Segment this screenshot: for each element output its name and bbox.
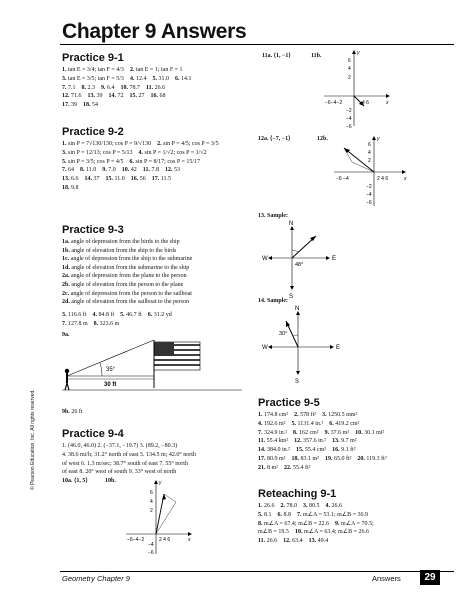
answer-item: 2. sin P = 4/5; cos P = 3/5 (157, 141, 219, 147)
answer-row (62, 184, 225, 193)
answer-line: 1d. angle of elevation from the submarine to the ship (62, 264, 190, 271)
svg-text:2 4 6: 2 4 6 (377, 176, 389, 182)
answer-item: 4. 192.6 m² (258, 420, 286, 427)
answer-row (62, 158, 225, 167)
practice-9-5-heading: Practice 9-5 (258, 397, 320, 409)
answer-item: 18. 9.8 (62, 184, 79, 191)
answer-item: 21. 8 m² (258, 464, 278, 471)
answer-line: 1b. angle of elevation from the ship to the birds (62, 247, 177, 254)
svg-text:S: S (289, 294, 294, 298)
answer-item: 9. m∠A = 70.5; (335, 520, 374, 527)
svg-text:N: N (295, 306, 300, 312)
practice-9-2-heading: Practice 9-2 (62, 126, 124, 138)
answer-13-label: 13. Sample: (258, 213, 288, 219)
distance-label: 30 ft (104, 382, 117, 388)
answer-row (62, 166, 225, 175)
answer-item: 6. sin P = 8/17; cos P = 15/17 (129, 158, 200, 165)
answer-row (62, 92, 197, 101)
answer-row (258, 511, 380, 520)
answer-item: 4. 26.6 (325, 503, 342, 509)
practice-9-5-answers (258, 411, 393, 473)
svg-text:2: 2 (150, 508, 153, 514)
answer-item: 17. 11.5 (151, 176, 172, 183)
answer-item: 7. 7.1 (62, 84, 76, 91)
answer-item: 1. 26.6 (258, 503, 275, 509)
graph-11b (320, 48, 392, 128)
practice-9-2-answers (62, 140, 225, 193)
answer-item: 13. 6.6 (62, 176, 79, 183)
svg-text:y: y (159, 480, 162, 486)
answer-row (258, 429, 393, 438)
svg-text:4: 4 (348, 66, 351, 72)
angle-label: 35° (106, 367, 116, 373)
svg-text:x: x (188, 537, 191, 543)
answer-item: 14. 37 (84, 176, 100, 183)
answer-item: 6. 31.2 yd (147, 312, 172, 318)
copyright-notice: © Pearson Education, Inc. All rights reserved. (30, 389, 36, 490)
answer-line: 2a. angle of depression from the plane to the person (62, 273, 187, 280)
answer-item: 13. 9.7 m² (332, 438, 357, 445)
answer-item: 5. 1131.4 in.² (291, 420, 324, 427)
answer-item: 5. sin P = 3/5; cos P = 4/5 (62, 158, 124, 165)
answer-item: 8. m∠A = 67.4; m∠B = 22.6 (258, 520, 330, 527)
answer-item: 10. 78.7 (120, 84, 140, 91)
answer-item: 11. 26.6 (146, 84, 166, 91)
svg-text:E: E (332, 256, 337, 262)
answer-item: 6. 14.1 (174, 75, 192, 82)
answer-item: 19. 65.0 ft² (324, 455, 352, 462)
answer-line: 2b. angle of elevation from the person to the plane (62, 281, 184, 288)
svg-text:−4: −4 (346, 116, 352, 122)
svg-text:−6: −6 (346, 124, 352, 128)
answer-12a: 12a. ⟨−7, −1⟩ (258, 136, 291, 142)
answer-item: 3. 1250.5 mm² (322, 412, 358, 418)
answer-item: 7. 324.9 in.² (258, 429, 287, 436)
answer-row (258, 437, 393, 446)
answer-item: m∠B = 19.5 (258, 529, 289, 536)
answer-item: 13. 39 (87, 93, 103, 100)
answer-item: 3. sin P = 12/13; cos P = 5/13 (62, 149, 133, 156)
person (65, 369, 69, 390)
answer-row (258, 446, 393, 455)
svg-text:2: 2 (348, 75, 351, 81)
reteaching-9-1-heading: Reteaching 9-1 (258, 488, 337, 500)
answer-row (62, 320, 178, 329)
answer-item: 16. 56 (130, 176, 146, 183)
answer-item: 3. tan E = 3/5; tan F = 5/3 (62, 75, 124, 82)
answer-12b-label: 12b. (317, 136, 328, 142)
answer-item: 9. 7.0 (102, 167, 116, 174)
answer-item: 11. 7.8 (142, 167, 159, 174)
svg-text:W: W (262, 345, 268, 351)
answer-item: 2. 578 ft² (294, 412, 317, 418)
answer-item: 10. m∠A = 63.4; m∠B = 26.6 (294, 529, 369, 536)
answer-item: 7. m∠A = 53.1; m∠B = 36.9 (297, 511, 369, 518)
answer-item: 7. 127.8 m (62, 320, 88, 327)
answer-item: 8. 2.3 (81, 84, 95, 91)
answer-item: 5. 31.0 (152, 75, 169, 82)
footer-rule (60, 571, 454, 572)
answer-item: 8. 162 cm² (292, 429, 319, 436)
answer-item: 8. 323.6 m (93, 320, 120, 327)
answer-item: 8. 11.0 (80, 167, 97, 174)
answer-item: 5. 8.1 (258, 511, 272, 518)
svg-text:N: N (289, 221, 294, 227)
answer-row (258, 520, 380, 529)
answer-item: 16. 68 (150, 93, 166, 100)
answer-9b: 9b. 26 ft (62, 409, 83, 415)
answer-item: 16. 9.1 ft² (332, 447, 356, 454)
svg-text:x: x (404, 176, 407, 182)
answer-item: 12. 53 (164, 167, 180, 174)
answer-line: 4. 38.6 mi/h; 31.2° north of east 5. 134.5 m; 42.0° north (62, 451, 196, 458)
answer-item: 14. 72 (108, 93, 124, 100)
practice-9-1-heading: Practice 9-1 (62, 52, 124, 64)
answer-item: 4. 84.8 ft (92, 312, 115, 318)
answer-item: 12. 63.4 (283, 538, 303, 545)
answer-item: 7. 64 (62, 167, 74, 174)
answer-line: 1a. angle of depression from the birds to the ship (62, 239, 180, 245)
answer-item: 3. 116.6 ft (62, 312, 87, 318)
answer-item: 11. 55.4 km² (258, 438, 289, 445)
answer-row (62, 149, 225, 158)
answer-row (62, 175, 225, 184)
answer-row (258, 464, 393, 473)
answer-14-label: 14. Sample: (258, 298, 288, 304)
svg-text:S: S (295, 379, 300, 383)
answer-11b-label: 11b. (311, 53, 322, 59)
compass-figure-14 (262, 305, 342, 383)
svg-text:x: x (386, 100, 389, 106)
svg-text:6: 6 (150, 490, 153, 496)
answer-item: 2. tan E = 1; tan F = 1 (129, 67, 183, 73)
answer-10b-label: 10b. (105, 478, 116, 484)
svg-text:−2: −2 (346, 108, 352, 114)
answer-item: 11. 26.6 (258, 538, 278, 545)
answer-item: 5. 46.7 ft (120, 312, 142, 318)
page-number: 29 (420, 570, 440, 585)
flag (154, 342, 200, 370)
graph-10b (122, 478, 192, 556)
answer-item: 15. 11.0 (105, 176, 125, 183)
answer-line: of west 6. 1.3 m/sec; 38.7° south of east 7. 55° north (62, 460, 188, 467)
svg-text:−4: −4 (148, 542, 154, 548)
answer-item: 12. 71.6 (62, 93, 82, 100)
answer-row (258, 411, 393, 420)
answer-item: 18. 83.1 m² (291, 455, 319, 462)
svg-text:−6−4−2: −6−4−2 (325, 100, 343, 106)
footer-left: Geometry Chapter 9 (62, 574, 130, 583)
answer-row (62, 101, 197, 110)
svg-text:4 6: 4 6 (362, 100, 369, 106)
svg-text:6: 6 (348, 58, 351, 64)
footer-right: Answers (372, 574, 401, 583)
answer-row (62, 311, 178, 320)
answer-9a-label: 9a. (62, 332, 70, 338)
answer-line: 1c. angle of depression from the ship to the submarine (62, 256, 193, 263)
svg-text:E: E (336, 345, 341, 351)
flag-elevation-figure (62, 338, 247, 400)
answer-line: 1. (46.0, 46.0) 2. (−37.1, −19.7) 3. (89.2, −80.3) (62, 443, 178, 449)
answer-item: 2. 78.0 (280, 503, 297, 509)
svg-text:−2: −2 (366, 184, 372, 190)
answer-row (258, 420, 393, 429)
answer-row (258, 502, 380, 511)
answer-item: 15. 55.4 cm² (295, 447, 327, 454)
practice-9-1-answers (62, 66, 197, 110)
answer-10a: 10a. ⟨1, 5⟩ (62, 478, 88, 484)
answer-item: 18. 54 (83, 102, 98, 109)
answer-item: 3. 80.5 (303, 503, 320, 509)
svg-text:W: W (262, 256, 268, 262)
svg-text:4: 4 (368, 150, 371, 156)
answer-item: 14. 384.0 in.² (258, 447, 290, 454)
answer-item: 1. 174.8 cm² (258, 412, 289, 418)
svg-text:48°: 48° (295, 262, 304, 268)
page-title: Chapter 9 Answers (62, 20, 247, 43)
answer-row (62, 84, 197, 93)
practice-9-3-lines (62, 238, 192, 307)
svg-text:30°: 30° (279, 331, 288, 337)
answer-item: 4. 12.4 (129, 75, 147, 82)
answer-item: 6. 419.2 cm² (329, 420, 360, 427)
compass-figure-13 (262, 220, 342, 298)
svg-text:−6−4−2: −6−4−2 (127, 537, 145, 543)
svg-text:2: 2 (368, 158, 371, 164)
answer-row (62, 66, 197, 75)
practice-9-4-heading: Practice 9-4 (62, 428, 124, 440)
svg-text:−4: −4 (366, 192, 372, 198)
svg-text:−6 −4: −6 −4 (336, 176, 349, 182)
answer-item: 17. 39 (62, 102, 77, 109)
answer-item: 9. 6.4 (101, 84, 115, 91)
answer-row (258, 528, 380, 537)
answer-row (258, 455, 393, 464)
svg-text:−6: −6 (366, 200, 372, 206)
svg-text:4: 4 (150, 499, 153, 505)
answer-line: 2c. angle of depression from the person to the sailboat (62, 290, 192, 297)
answer-line: 2d. angle of elevation from the sailboat to the person (62, 299, 189, 306)
answer-row (258, 537, 380, 546)
svg-text:−6: −6 (148, 550, 154, 556)
answer-item: 10. 30.1 mi² (355, 429, 385, 436)
practice-9-3-heading: Practice 9-3 (62, 224, 124, 236)
graph-12b (330, 134, 410, 208)
svg-text:6: 6 (368, 142, 371, 148)
answer-item: 17. 80.9 m² (258, 455, 286, 462)
svg-text:y: y (357, 50, 360, 56)
answer-item: 20. 119.3 ft² (357, 455, 387, 462)
practice-9-3-answers (62, 311, 178, 329)
answer-item: 12. 357.6 in.² (294, 438, 327, 445)
answer-item: 4. sin P = 1/√2; cos P = 1/√2 (138, 149, 207, 156)
answer-item: 9. 37.6 m² (324, 429, 350, 436)
svg-text:2 4 6: 2 4 6 (159, 537, 171, 543)
answer-item: 15. 27 (129, 93, 145, 100)
answer-item: 22. 55.4 ft² (283, 464, 311, 471)
answer-item: 13. 49.4 (308, 538, 329, 545)
answer-row (62, 140, 225, 149)
reteaching-9-1-answers (258, 502, 380, 546)
title-rule (60, 44, 454, 45)
answer-item: 10. 42 (121, 167, 137, 174)
answer-item: 1. tan E = 3/4; tan F = 4/3 (62, 67, 124, 73)
answer-11a: 11a. ⟨1, −1⟩ (262, 53, 291, 59)
answer-item: 1. sin P = 7√130/130; cos P = 9/√130 (62, 141, 152, 147)
answer-item: 6. 8.8 (277, 511, 291, 518)
practice-9-4-lines (62, 442, 196, 477)
svg-text:y: y (377, 136, 380, 142)
answer-line: of east 8. 20° west of south 9. 33° west of north (62, 469, 177, 476)
answer-row (62, 75, 197, 84)
